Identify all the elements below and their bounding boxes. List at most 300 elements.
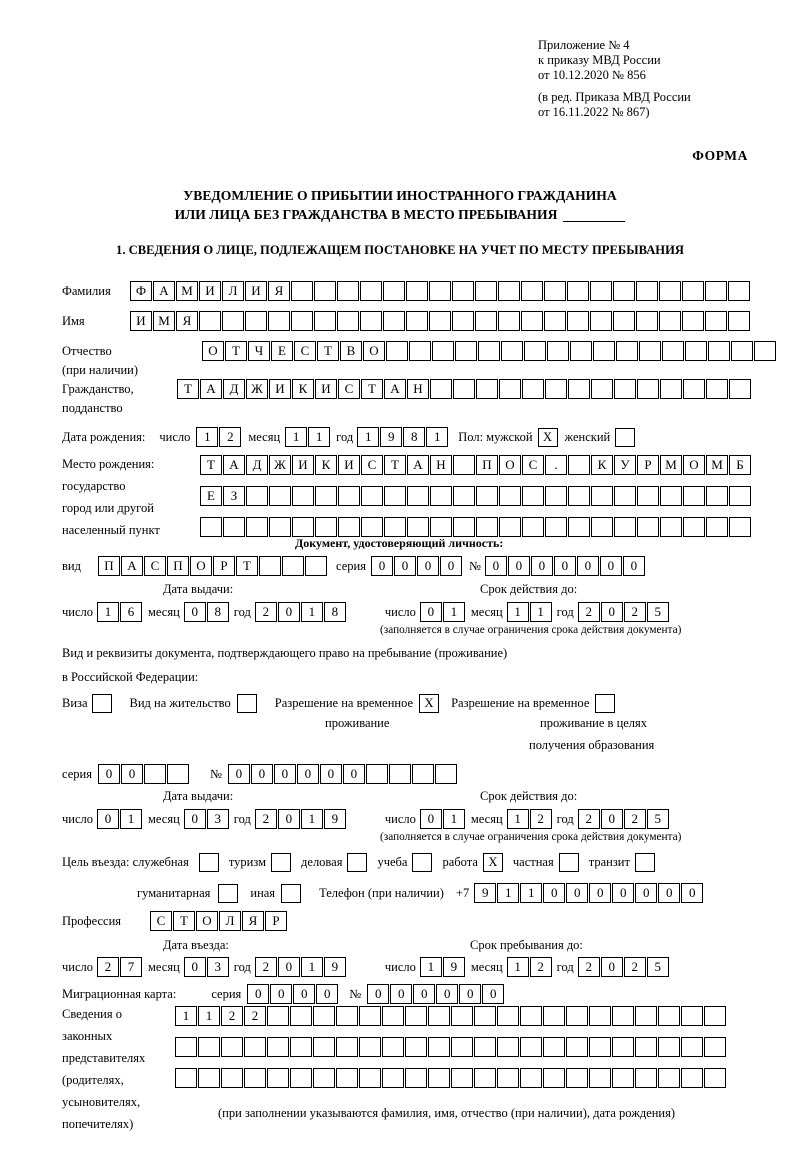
- char-cell[interactable]: 1: [507, 809, 529, 829]
- char-cell[interactable]: [200, 517, 222, 537]
- char-cell[interactable]: 8: [207, 602, 229, 622]
- char-cell[interactable]: [314, 311, 336, 331]
- char-cell[interactable]: 1: [443, 602, 465, 622]
- char-cell[interactable]: 2: [624, 602, 646, 622]
- char-cell[interactable]: [614, 486, 636, 506]
- char-cell[interactable]: [455, 341, 477, 361]
- char-cell[interactable]: [175, 1037, 197, 1057]
- char-cell[interactable]: [683, 517, 705, 537]
- char-cell[interactable]: [474, 1037, 496, 1057]
- char-cell[interactable]: 9: [443, 957, 465, 977]
- char-cell[interactable]: Ж: [269, 455, 291, 475]
- temp-residence-checkbox[interactable]: Х: [419, 694, 439, 713]
- char-cell[interactable]: 0: [343, 764, 365, 784]
- char-cell[interactable]: [754, 341, 776, 361]
- char-cell[interactable]: [389, 764, 411, 784]
- char-cell[interactable]: 1: [507, 957, 529, 977]
- char-cell[interactable]: Е: [200, 486, 222, 506]
- legal-row-3[interactable]: [175, 1068, 727, 1088]
- char-cell[interactable]: Б: [729, 455, 751, 475]
- char-cell[interactable]: [361, 517, 383, 537]
- char-cell[interactable]: [244, 1037, 266, 1057]
- char-cell[interactable]: [683, 486, 705, 506]
- citizenship-input[interactable]: [177, 379, 752, 399]
- char-cell[interactable]: 2: [255, 809, 277, 829]
- char-cell[interactable]: 0: [566, 883, 588, 903]
- char-cell[interactable]: [428, 1006, 450, 1026]
- char-cell[interactable]: 0: [278, 809, 300, 829]
- char-cell[interactable]: 0: [420, 602, 442, 622]
- char-cell[interactable]: [524, 341, 546, 361]
- char-cell[interactable]: [452, 281, 474, 301]
- char-cell[interactable]: 0: [485, 556, 507, 576]
- char-cell[interactable]: И: [245, 281, 267, 301]
- char-cell[interactable]: И: [292, 455, 314, 475]
- char-cell[interactable]: 1: [520, 883, 542, 903]
- char-cell[interactable]: Т: [177, 379, 199, 399]
- char-cell[interactable]: 0: [658, 883, 680, 903]
- char-cell[interactable]: А: [121, 556, 143, 576]
- char-cell[interactable]: [658, 1068, 680, 1088]
- char-cell[interactable]: [405, 1068, 427, 1088]
- permit-valid-year-input[interactable]: [578, 809, 670, 829]
- char-cell[interactable]: 0: [247, 984, 269, 1004]
- char-cell[interactable]: [198, 1037, 220, 1057]
- birth-year-input[interactable]: [357, 427, 449, 447]
- char-cell[interactable]: Я: [268, 281, 290, 301]
- char-cell[interactable]: 0: [436, 984, 458, 1004]
- char-cell[interactable]: [475, 311, 497, 331]
- char-cell[interactable]: О: [196, 911, 218, 931]
- char-cell[interactable]: [478, 341, 500, 361]
- purpose-other-checkbox[interactable]: [281, 884, 301, 903]
- char-cell[interactable]: [501, 341, 523, 361]
- char-cell[interactable]: [407, 517, 429, 537]
- char-cell[interactable]: 1: [426, 427, 448, 447]
- char-cell[interactable]: [497, 1006, 519, 1026]
- char-cell[interactable]: [267, 1037, 289, 1057]
- char-cell[interactable]: 2: [97, 957, 119, 977]
- char-cell[interactable]: А: [223, 455, 245, 475]
- purpose-service-checkbox[interactable]: [199, 853, 219, 872]
- char-cell[interactable]: К: [591, 455, 613, 475]
- char-cell[interactable]: [728, 311, 750, 331]
- char-cell[interactable]: [430, 486, 452, 506]
- char-cell[interactable]: [704, 1068, 726, 1088]
- char-cell[interactable]: Ч: [248, 341, 270, 361]
- stay-year-input[interactable]: [578, 957, 670, 977]
- char-cell[interactable]: [360, 311, 382, 331]
- id-valid-year-input[interactable]: [578, 602, 670, 622]
- char-cell[interactable]: [660, 486, 682, 506]
- char-cell[interactable]: [570, 341, 592, 361]
- char-cell[interactable]: 0: [623, 556, 645, 576]
- char-cell[interactable]: 5: [647, 957, 669, 977]
- char-cell[interactable]: [498, 281, 520, 301]
- char-cell[interactable]: [522, 517, 544, 537]
- char-cell[interactable]: [728, 281, 750, 301]
- permit-issue-year-input[interactable]: [255, 809, 347, 829]
- char-cell[interactable]: [430, 379, 452, 399]
- id-doc-kind-input[interactable]: [98, 556, 328, 576]
- char-cell[interactable]: [405, 1006, 427, 1026]
- char-cell[interactable]: [658, 1006, 680, 1026]
- char-cell[interactable]: [406, 311, 428, 331]
- birth-day-input[interactable]: [196, 427, 242, 447]
- char-cell[interactable]: 0: [274, 764, 296, 784]
- char-cell[interactable]: [567, 311, 589, 331]
- char-cell[interactable]: 0: [270, 984, 292, 1004]
- char-cell[interactable]: 0: [97, 809, 119, 829]
- char-cell[interactable]: А: [384, 379, 406, 399]
- char-cell[interactable]: [497, 1037, 519, 1057]
- permit-issue-month-input[interactable]: [184, 809, 230, 829]
- char-cell[interactable]: З: [223, 486, 245, 506]
- char-cell[interactable]: [543, 1068, 565, 1088]
- char-cell[interactable]: [435, 764, 457, 784]
- char-cell[interactable]: 0: [297, 764, 319, 784]
- char-cell[interactable]: [221, 1068, 243, 1088]
- char-cell[interactable]: [704, 1037, 726, 1057]
- char-cell[interactable]: [336, 1006, 358, 1026]
- char-cell[interactable]: 0: [278, 602, 300, 622]
- char-cell[interactable]: [429, 311, 451, 331]
- char-cell[interactable]: 1: [420, 957, 442, 977]
- char-cell[interactable]: [593, 341, 615, 361]
- legal-row-1[interactable]: [175, 1006, 727, 1026]
- char-cell[interactable]: [705, 311, 727, 331]
- char-cell[interactable]: 2: [219, 427, 241, 447]
- char-cell[interactable]: 0: [635, 883, 657, 903]
- char-cell[interactable]: 0: [459, 984, 481, 1004]
- char-cell[interactable]: [313, 1037, 335, 1057]
- char-cell[interactable]: Л: [219, 911, 241, 931]
- char-cell[interactable]: [616, 341, 638, 361]
- birth-place-row-3[interactable]: [200, 517, 752, 537]
- char-cell[interactable]: 2: [221, 1006, 243, 1026]
- char-cell[interactable]: [337, 311, 359, 331]
- char-cell[interactable]: 2: [578, 809, 600, 829]
- char-cell[interactable]: 1: [285, 427, 307, 447]
- char-cell[interactable]: [269, 486, 291, 506]
- char-cell[interactable]: 0: [440, 556, 462, 576]
- char-cell[interactable]: [659, 281, 681, 301]
- char-cell[interactable]: С: [338, 379, 360, 399]
- char-cell[interactable]: 0: [251, 764, 273, 784]
- char-cell[interactable]: [453, 455, 475, 475]
- char-cell[interactable]: И: [269, 379, 291, 399]
- char-cell[interactable]: [407, 486, 429, 506]
- char-cell[interactable]: П: [167, 556, 189, 576]
- char-cell[interactable]: [292, 486, 314, 506]
- char-cell[interactable]: 0: [367, 984, 389, 1004]
- char-cell[interactable]: 1: [198, 1006, 220, 1026]
- char-cell[interactable]: Т: [317, 341, 339, 361]
- char-cell[interactable]: 3: [207, 957, 229, 977]
- char-cell[interactable]: [453, 486, 475, 506]
- char-cell[interactable]: [566, 1068, 588, 1088]
- char-cell[interactable]: [545, 486, 567, 506]
- char-cell[interactable]: 0: [316, 984, 338, 1004]
- permit-valid-month-input[interactable]: [507, 809, 553, 829]
- visa-checkbox[interactable]: [92, 694, 112, 713]
- char-cell[interactable]: [708, 341, 730, 361]
- char-cell[interactable]: 0: [601, 957, 623, 977]
- purpose-tourism-checkbox[interactable]: [271, 853, 291, 872]
- char-cell[interactable]: [660, 517, 682, 537]
- char-cell[interactable]: О: [363, 341, 385, 361]
- permit-issue-day-input[interactable]: [97, 809, 143, 829]
- char-cell[interactable]: 0: [601, 809, 623, 829]
- char-cell[interactable]: [259, 556, 281, 576]
- char-cell[interactable]: [305, 556, 327, 576]
- char-cell[interactable]: [292, 517, 314, 537]
- char-cell[interactable]: М: [660, 455, 682, 475]
- char-cell[interactable]: [428, 1068, 450, 1088]
- migration-series-input[interactable]: [247, 984, 339, 1004]
- char-cell[interactable]: Р: [213, 556, 235, 576]
- char-cell[interactable]: 0: [577, 556, 599, 576]
- char-cell[interactable]: Ж: [246, 379, 268, 399]
- char-cell[interactable]: [589, 1006, 611, 1026]
- char-cell[interactable]: 1: [443, 809, 465, 829]
- char-cell[interactable]: И: [315, 379, 337, 399]
- char-cell[interactable]: [566, 1037, 588, 1057]
- char-cell[interactable]: [338, 486, 360, 506]
- char-cell[interactable]: С: [150, 911, 172, 931]
- char-cell[interactable]: 2: [578, 602, 600, 622]
- char-cell[interactable]: [636, 281, 658, 301]
- char-cell[interactable]: А: [407, 455, 429, 475]
- char-cell[interactable]: [729, 379, 751, 399]
- char-cell[interactable]: [291, 281, 313, 301]
- char-cell[interactable]: 1: [301, 957, 323, 977]
- char-cell[interactable]: .: [545, 455, 567, 475]
- char-cell[interactable]: [636, 311, 658, 331]
- char-cell[interactable]: [681, 1068, 703, 1088]
- char-cell[interactable]: [429, 281, 451, 301]
- char-cell[interactable]: [453, 517, 475, 537]
- char-cell[interactable]: 0: [612, 883, 634, 903]
- char-cell[interactable]: 2: [255, 957, 277, 977]
- char-cell[interactable]: 0: [320, 764, 342, 784]
- purpose-study-checkbox[interactable]: [412, 853, 432, 872]
- char-cell[interactable]: [522, 486, 544, 506]
- char-cell[interactable]: [706, 379, 728, 399]
- char-cell[interactable]: И: [338, 455, 360, 475]
- char-cell[interactable]: [451, 1068, 473, 1088]
- entry-month-input[interactable]: [184, 957, 230, 977]
- char-cell[interactable]: [731, 341, 753, 361]
- purpose-private-checkbox[interactable]: [559, 853, 579, 872]
- char-cell[interactable]: [366, 764, 388, 784]
- char-cell[interactable]: [614, 517, 636, 537]
- char-cell[interactable]: [222, 311, 244, 331]
- name-input[interactable]: [130, 311, 751, 331]
- char-cell[interactable]: 0: [184, 809, 206, 829]
- char-cell[interactable]: [246, 517, 268, 537]
- char-cell[interactable]: [476, 486, 498, 506]
- char-cell[interactable]: [167, 764, 189, 784]
- char-cell[interactable]: 2: [530, 957, 552, 977]
- char-cell[interactable]: [729, 517, 751, 537]
- char-cell[interactable]: [635, 1006, 657, 1026]
- char-cell[interactable]: 0: [390, 984, 412, 1004]
- char-cell[interactable]: 0: [413, 984, 435, 1004]
- char-cell[interactable]: [267, 1068, 289, 1088]
- purpose-business-checkbox[interactable]: [347, 853, 367, 872]
- char-cell[interactable]: И: [130, 311, 152, 331]
- char-cell[interactable]: [568, 517, 590, 537]
- char-cell[interactable]: [406, 281, 428, 301]
- char-cell[interactable]: [681, 1037, 703, 1057]
- char-cell[interactable]: [383, 281, 405, 301]
- char-cell[interactable]: [705, 281, 727, 301]
- char-cell[interactable]: Т: [225, 341, 247, 361]
- id-doc-number-input[interactable]: [485, 556, 646, 576]
- char-cell[interactable]: [499, 517, 521, 537]
- char-cell[interactable]: [315, 486, 337, 506]
- char-cell[interactable]: 0: [371, 556, 393, 576]
- char-cell[interactable]: 2: [530, 809, 552, 829]
- char-cell[interactable]: [567, 281, 589, 301]
- char-cell[interactable]: [566, 1006, 588, 1026]
- char-cell[interactable]: [543, 1006, 565, 1026]
- char-cell[interactable]: [635, 1037, 657, 1057]
- char-cell[interactable]: [198, 1068, 220, 1088]
- char-cell[interactable]: [568, 379, 590, 399]
- char-cell[interactable]: 9: [380, 427, 402, 447]
- char-cell[interactable]: 0: [394, 556, 416, 576]
- char-cell[interactable]: [384, 486, 406, 506]
- permit-valid-day-input[interactable]: [420, 809, 466, 829]
- char-cell[interactable]: Д: [246, 455, 268, 475]
- char-cell[interactable]: [267, 1006, 289, 1026]
- char-cell[interactable]: Я: [176, 311, 198, 331]
- char-cell[interactable]: Д: [223, 379, 245, 399]
- char-cell[interactable]: [405, 1037, 427, 1057]
- char-cell[interactable]: 1: [120, 809, 142, 829]
- char-cell[interactable]: [662, 341, 684, 361]
- char-cell[interactable]: [521, 311, 543, 331]
- char-cell[interactable]: 1: [97, 602, 119, 622]
- stay-month-input[interactable]: [507, 957, 553, 977]
- char-cell[interactable]: Ф: [130, 281, 152, 301]
- char-cell[interactable]: О: [683, 455, 705, 475]
- purpose-work-checkbox[interactable]: Х: [483, 853, 503, 872]
- char-cell[interactable]: [568, 486, 590, 506]
- char-cell[interactable]: [729, 486, 751, 506]
- char-cell[interactable]: [382, 1068, 404, 1088]
- char-cell[interactable]: В: [340, 341, 362, 361]
- char-cell[interactable]: 1: [196, 427, 218, 447]
- char-cell[interactable]: 0: [600, 556, 622, 576]
- char-cell[interactable]: [337, 281, 359, 301]
- char-cell[interactable]: 9: [324, 809, 346, 829]
- char-cell[interactable]: И: [199, 281, 221, 301]
- char-cell[interactable]: [545, 379, 567, 399]
- char-cell[interactable]: 2: [255, 602, 277, 622]
- purpose-transit-checkbox[interactable]: [635, 853, 655, 872]
- char-cell[interactable]: 1: [301, 602, 323, 622]
- char-cell[interactable]: [520, 1006, 542, 1026]
- char-cell[interactable]: [223, 517, 245, 537]
- char-cell[interactable]: 0: [293, 984, 315, 1004]
- char-cell[interactable]: С: [361, 455, 383, 475]
- entry-day-input[interactable]: [97, 957, 143, 977]
- id-issue-month-input[interactable]: [184, 602, 230, 622]
- char-cell[interactable]: [476, 517, 498, 537]
- permit-series-input[interactable]: [98, 764, 190, 784]
- char-cell[interactable]: [314, 281, 336, 301]
- char-cell[interactable]: [360, 281, 382, 301]
- char-cell[interactable]: 0: [681, 883, 703, 903]
- char-cell[interactable]: У: [614, 455, 636, 475]
- char-cell[interactable]: 1: [497, 883, 519, 903]
- char-cell[interactable]: 5: [647, 809, 669, 829]
- char-cell[interactable]: 0: [184, 602, 206, 622]
- char-cell[interactable]: Л: [222, 281, 244, 301]
- char-cell[interactable]: [613, 311, 635, 331]
- id-valid-month-input[interactable]: [507, 602, 553, 622]
- char-cell[interactable]: 9: [324, 957, 346, 977]
- char-cell[interactable]: [637, 517, 659, 537]
- char-cell[interactable]: [614, 379, 636, 399]
- char-cell[interactable]: 5: [647, 602, 669, 622]
- char-cell[interactable]: [361, 486, 383, 506]
- char-cell[interactable]: [313, 1068, 335, 1088]
- char-cell[interactable]: К: [315, 455, 337, 475]
- char-cell[interactable]: [382, 1037, 404, 1057]
- char-cell[interactable]: [453, 379, 475, 399]
- char-cell[interactable]: [591, 517, 613, 537]
- char-cell[interactable]: 1: [301, 809, 323, 829]
- char-cell[interactable]: Р: [265, 911, 287, 931]
- char-cell[interactable]: Я: [242, 911, 264, 931]
- char-cell[interactable]: 0: [417, 556, 439, 576]
- char-cell[interactable]: [520, 1037, 542, 1057]
- char-cell[interactable]: 6: [120, 602, 142, 622]
- char-cell[interactable]: 0: [98, 764, 120, 784]
- char-cell[interactable]: [522, 379, 544, 399]
- char-cell[interactable]: [244, 1068, 266, 1088]
- char-cell[interactable]: 1: [175, 1006, 197, 1026]
- char-cell[interactable]: Т: [361, 379, 383, 399]
- id-issue-day-input[interactable]: [97, 602, 143, 622]
- char-cell[interactable]: [706, 517, 728, 537]
- char-cell[interactable]: Т: [173, 911, 195, 931]
- char-cell[interactable]: [291, 311, 313, 331]
- char-cell[interactable]: 1: [507, 602, 529, 622]
- char-cell[interactable]: [682, 281, 704, 301]
- char-cell[interactable]: 1: [530, 602, 552, 622]
- char-cell[interactable]: Т: [236, 556, 258, 576]
- char-cell[interactable]: Н: [407, 379, 429, 399]
- char-cell[interactable]: [591, 379, 613, 399]
- profession-input[interactable]: [150, 911, 288, 931]
- sex-female-checkbox[interactable]: [615, 428, 635, 447]
- char-cell[interactable]: [612, 1037, 634, 1057]
- char-cell[interactable]: 9: [474, 883, 496, 903]
- char-cell[interactable]: [359, 1037, 381, 1057]
- char-cell[interactable]: [144, 764, 166, 784]
- char-cell[interactable]: [432, 341, 454, 361]
- id-doc-series-input[interactable]: [371, 556, 463, 576]
- char-cell[interactable]: [268, 311, 290, 331]
- char-cell[interactable]: [589, 1068, 611, 1088]
- char-cell[interactable]: [338, 517, 360, 537]
- char-cell[interactable]: 2: [624, 809, 646, 829]
